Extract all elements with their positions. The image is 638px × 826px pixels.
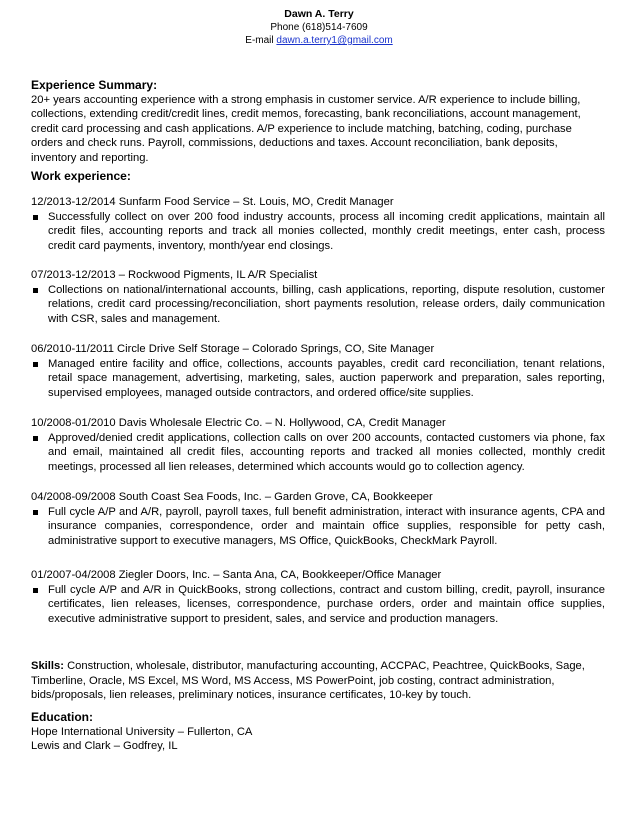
- email-link[interactable]: dawn.a.terry1@gmail.com: [276, 35, 393, 46]
- job-entry: [31, 195, 605, 253]
- bullet-square-icon: [33, 288, 38, 293]
- experience-summary-section: [31, 78, 605, 166]
- bullet-square-icon: [33, 588, 38, 593]
- job-title: 06/2010-11/2011 Circle Drive Self Storage – Colorado Springs, CO, Site Manager: [31, 343, 435, 355]
- phone-number: Phone (618)514-7609: [270, 22, 368, 33]
- education-entry: Hope International University – Fullerton, CA: [31, 725, 253, 738]
- skills-section: [31, 659, 605, 703]
- job-bullet: [31, 283, 605, 327]
- email-prefix: E-mail: [245, 35, 277, 46]
- education-entry: Lewis and Clark – Godfrey, IL: [31, 740, 178, 753]
- work-experience-heading-block: [31, 169, 605, 184]
- bullet-square-icon: [33, 215, 38, 220]
- job-entry: [31, 268, 605, 326]
- skills-text: Construction, wholesale, distributor, manufacturing accounting, ACCPAC, Peachtree, QuickBooks, Sage, Timberline, Oracle, MS Excel, MS Word, MS Access, MS PowerPoint, job costing, contract administration, bids/proposals, lien releases, preliminary notices, insurance certificates, 10-key by touch.: [31, 660, 585, 702]
- job-entry: [31, 568, 605, 626]
- education-heading: Education:: [31, 710, 93, 724]
- job-title: 04/2008-09/2008 South Coast Sea Foods, Inc. – Garden Grove, CA, Bookkeeper: [31, 491, 433, 503]
- job-bullet: [31, 357, 605, 401]
- job-title: 10/2008-01/2010 Davis Wholesale Electric Co. – N. Hollywood, CA, Credit Manager: [31, 417, 446, 429]
- job-description: Full cycle A/P and A/R in QuickBooks, strong collections, contract and custom billing, credit, payroll, insurance certificates, lien releases, licenses, correspondence, purchase orders, order and maintain office supplies, executive administrative support to president, sales, and service and production managers.: [48, 583, 605, 625]
- job-bullet: [31, 505, 605, 549]
- job-title: 12/2013-12/2014 Sunfarm Food Service – St. Louis, MO, Credit Manager: [31, 196, 394, 208]
- bullet-square-icon: [33, 436, 38, 441]
- skills-label: Skills:: [31, 660, 64, 672]
- job-description: Managed entire facility and office, collections, accounts payables, credit card reconciliation, tenant relations, retail space management, advertising, marketing, sales, auction paperwork and preparation, sales reporting, supervised employees, managed outside contractors, and ordered office/site supplies.: [48, 357, 605, 399]
- job-description: Collections on national/international accounts, billing, cash applications, reporting, dispute resolution, customer relations, credit card processing/reconciliation, short payments resolution, release orders, daily communication with CSR, sales and management.: [48, 283, 605, 325]
- job-entry: [31, 416, 605, 474]
- job-entry: [31, 490, 605, 548]
- job-entry: [31, 342, 605, 400]
- education-section: [31, 710, 605, 754]
- job-description: Approved/denied credit applications, collection calls on over 200 accounts, contacted customers via phone, fax and email, maintained all credit files, accounting reports and tracked all monies collected, monthly credit meetings, processed all lien releases, determined which accounts would go to collection agency.: [48, 431, 605, 473]
- email-line: [0, 34, 638, 47]
- job-bullet: [31, 583, 605, 627]
- job-description: Successfully collect on over 200 food industry accounts, process all incoming credit applications, maintain all credit files, accounting reports and track all monies collected, monthly credit meetings, enter cash, process credit card payments, inventory, month/year end closings.: [48, 210, 605, 252]
- job-bullet: [31, 431, 605, 475]
- candidate-name: Dawn A. Terry: [284, 8, 354, 20]
- bullet-square-icon: [33, 362, 38, 367]
- experience-summary-heading: Experience Summary:: [31, 78, 158, 92]
- job-title: 01/2007-04/2008 Ziegler Doors, Inc. – Santa Ana, CA, Bookkeeper/Office Manager: [31, 569, 442, 581]
- resume-header: [0, 8, 638, 47]
- job-title: 07/2013-12/2013 – Rockwood Pigments, IL A/R Specialist: [31, 269, 318, 281]
- bullet-square-icon: [33, 510, 38, 515]
- experience-summary-text: 20+ years accounting experience with a strong emphasis in customer service. A/R experience to include billing, collections, extending credit/credit lines, credit memos, forecasting, bank reconciliations, account management, credit card processing and cash applications. A/P experience to include matching, batching, coding, purchase orders and check runs. Payroll, commissions, deductions and taxes. Account reconciliation, bank deposits, inventory and reporting.: [31, 93, 581, 164]
- work-experience-heading: Work experience:: [31, 169, 131, 183]
- job-description: Full cycle A/P and A/R, payroll, payroll taxes, full benefit administration, interact with insurance agents, CPA and insurance companies, correspondence, order and maintain office supplies, responsible for petty cash, administrative support to executive managers, MS Office, QuickBooks, CheckMark Payroll.: [48, 505, 605, 547]
- job-bullet: [31, 210, 605, 254]
